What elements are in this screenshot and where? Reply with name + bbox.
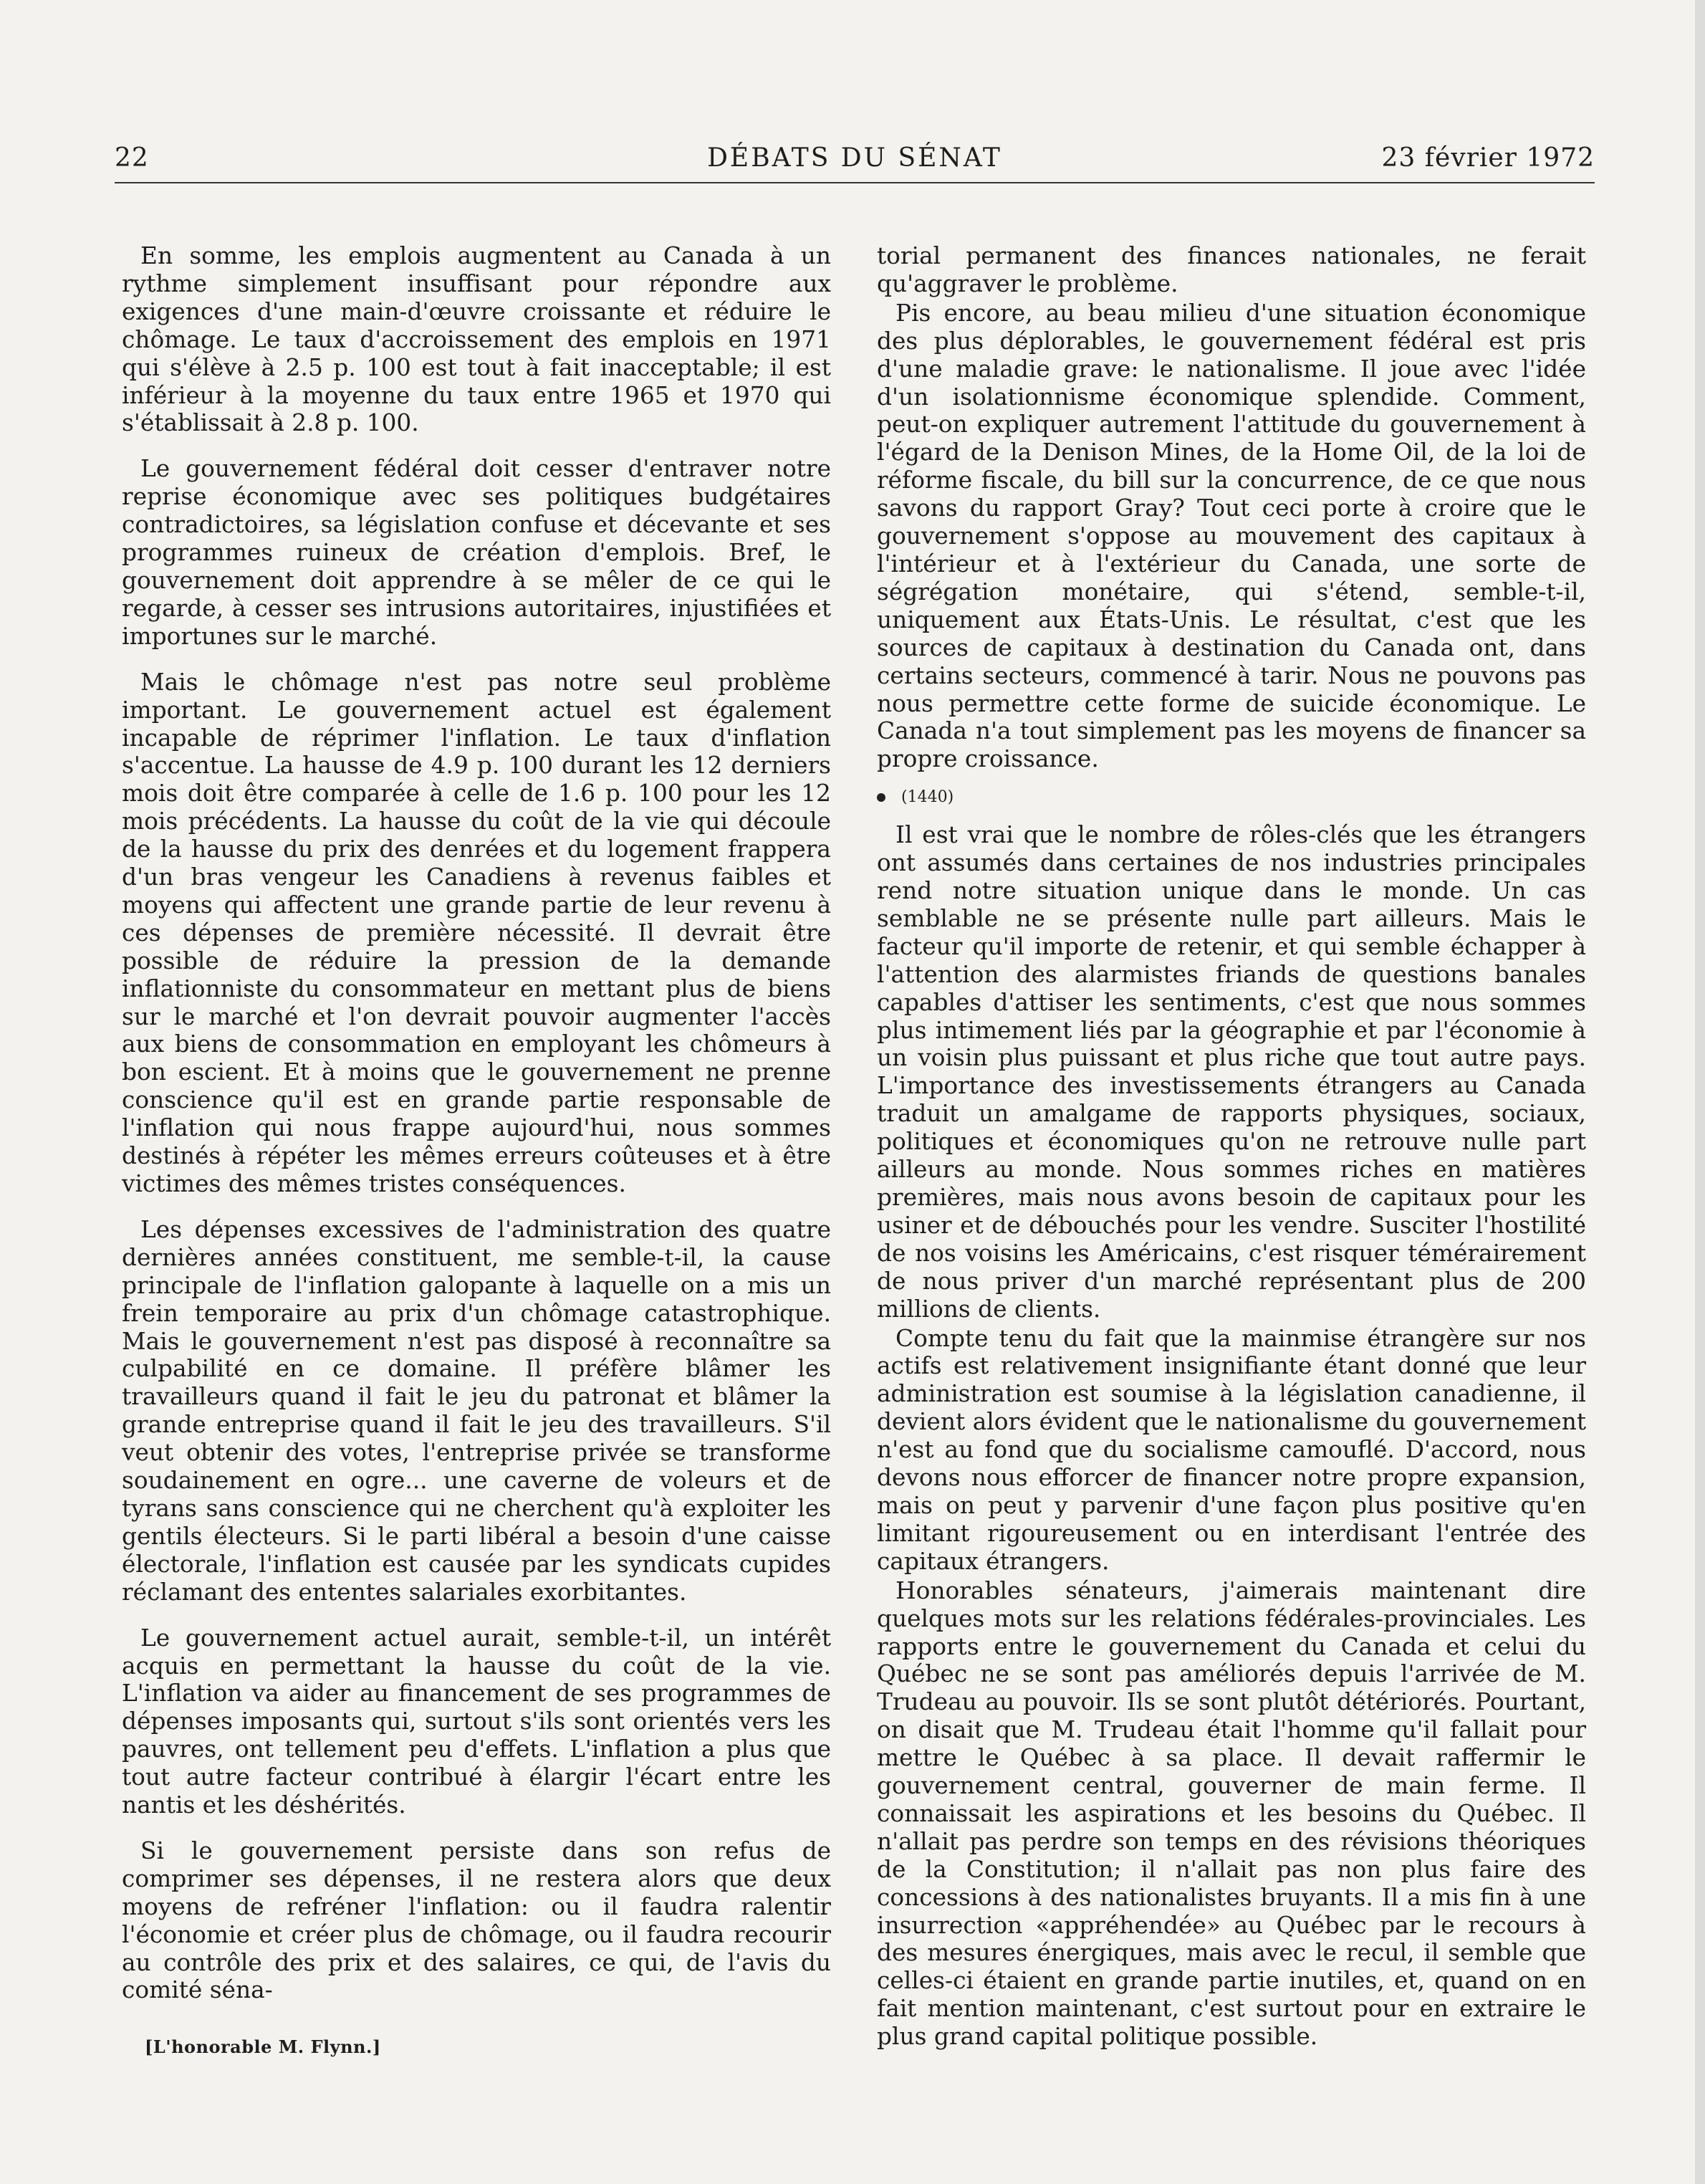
page-header xyxy=(115,140,1595,183)
time-marker-label: (1440) xyxy=(901,788,954,807)
scan-edge xyxy=(1695,0,1705,2184)
paragraph: Si le gouvernement persiste dans son refus de comprimer ses dépenses, il ne restera alors que deux moyens de refréner l'inflation: ou il faudra ralentir l'économie et créer plus de chômage, ou il faudra recourir au contrôle des prix et des salaires, ce qui, de l'avis du comité séna- xyxy=(122,1836,831,2004)
paragraph: Honorables sénateurs, j'aimerais maintenant dire quelques mots sur les relations fédérales-provinciales. Les rapports entre le gouvernement du Canada et celui du Québec ne se sont pas améliorés depuis l'arrivée de M. Trudeau au pouvoir. Ils se sont plutôt détériorés. Pourtant, on disait que M. Trudeau était l'homme qu'il fallait pour mettre le Québec à sa place. Il devait raffermir le gouvernement central, gouverner de main ferme. Il connaissait les aspirations et les besoins du Québec. Il n'allait pas perdre son temps en des révisions théoriques de la Constitution; il n'allait pas non plus faire des concessions à des nationalistes bruyants. Il a mis fin à une insurrection «appréhendée» au Québec par le recours à des mesures énergiques, mais avec le recul, il semble que celles-ci étaient en grande partie inutiles, et, quand on en fait mention maintenant, c'est surtout pour en extraire le plus grand capital politique possible. xyxy=(877,1576,1586,2051)
right-column xyxy=(877,242,1586,2052)
paragraph: Les dépenses excessives de l'administration des quatre dernières années constituent, me semble-t-il, la cause principale de l'inflation galopante à laquelle on a mis un frein temporaire au prix d'un chômage catastrophique. Mais le gouvernement n'est pas disposé à reconnaître sa culpabilité en ce domaine. Il préfère blâmer les travailleurs quand il fait le jeu du patronat et blâmer la grande entreprise quand il fait le jeu des travailleurs. S'il veut obtenir des votes, l'entreprise privée se transforme soudainement en ogre... une caverne de voleurs et de tyrans sans conscience qui ne cherchent qu'à exploiter les gentils électeurs. Si le parti libéral a besoin d'une caisse électorale, l'inflation est causée par les syndicats cupides réclamant des ententes salariales exorbitantes. xyxy=(122,1215,831,1606)
publication-date: 23 février 1972 xyxy=(1381,143,1595,173)
paragraph: Pis encore, au beau milieu d'une situation économique des plus déplorables, le gouvernement fédéral est pris d'une maladie grave: le nationalisme. Il joue avec l'idée d'un isolationnisme économique splendide. Comment, peut-on expliquer autrement l'attitude du gouvernement à l'égard de la Denison Mines, de la Home Oil, de la loi de réforme fiscale, du bill sur la concurrence, de ce que nous savons du rapport Gray? Tout ceci porte à croire que le gouvernement s'oppose au mouvement des capitaux à l'intérieur et à l'extérieur du Canada, une sorte de ségrégation monétaire, qui s'étend, semble-t-il, uniquement aux États-Unis. Le résultat, c'est que les sources de capitaux à destination du Canada ont, dans certains secteurs, commencé à tarir. Nous ne pouvons pas nous permettre cette forme de suicide économique. Le Canada n'a tout simplement pas les moyens de financer sa propre croissance. xyxy=(877,299,1586,773)
page-number: 22 xyxy=(115,143,149,173)
speaker-attribution: [L'honorable M. Flynn.] xyxy=(145,2036,381,2057)
paragraph: En somme, les emplois augmentent au Canada à un rythme simplement insuffisant pour répondre aux exigences d'une main-d'œuvre croissante et réduire le chômage. Le taux d'accroissement des emplois en 1971 qui s'élève à 2.5 p. 100 est tout à fait inacceptable; il est inférieur à la moyenne du taux entre 1965 et 1970 qui s'établissait à 2.8 p. 100. xyxy=(122,242,831,437)
paragraph: Le gouvernement actuel aurait, semble-t-il, un intérêt acquis en permettant la hausse du coût de la vie. L'inflation va aider au financement de ses programmes de dépenses imposants qui, surtout s'ils sont orientés vers les pauvres, ont tellement peu d'effets. L'inflation a plus que tout autre facteur contribué à élargir l'écart entre les nantis et les déshérités. xyxy=(122,1624,831,1819)
publication-title: DÉBATS DU SÉNAT xyxy=(707,143,1002,173)
paragraph: Compte tenu du fait que la mainmise étrangère sur nos actifs est relativement insignifiante étant donné que leur administration est soumise à la législation canadienne, il devient alors évident que le nationalisme du gouvernement n'est au fond que du socialisme camouflé. D'accord, nous devons nous efforcer de financer notre propre expansion, mais on peut y parvenir d'une façon plus positive qu'en limitant rigoureusement ou en interdisant l'entrée des capitaux étrangers. xyxy=(877,1324,1586,1575)
paragraph: Il est vrai que le nombre de rôles-clés que les étrangers ont assumés dans certaines de nos industries principales rend notre situation unique dans le monde. Un cas semblable ne se présente nulle part ailleurs. Mais le facteur qu'il importe de retenir, et qui semble échapper à l'attention des alarmistes friands de questions banales capables d'attiser les sentiments, c'est que nous sommes plus intimement liés par la géographie et par l'économie à un voisin plus puissant et plus riche que tout autre pays. L'importance des investissements étrangers au Canada traduit un amalgame de rapports physiques, sociaux, politiques et économiques qu'on ne retrouve nulle part ailleurs au monde. Nous sommes riches en matières premières, mais nous avons besoin de capitaux pour les usiner et de débouchés pour les vendre. Susciter l'hostilité de nos voisins les Américains, c'est risquer témérairement de nous priver d'un marché représentant plus de 200 millions de clients. xyxy=(877,821,1586,1323)
paragraph: Mais le chômage n'est pas notre seul problème important. Le gouvernement actuel est également incapable de réprimer l'inflation. Le taux d'inflation s'accentue. La hausse de 4.9 p. 100 durant les 12 derniers mois doit être comparée à celle de 1.6 p. 100 pour les 12 mois précédents. La hausse du coût de la vie qui découle de la hausse du prix des denrées et du logement frappera d'un bras vengeur les Canadiens à revenus faibles et moyens qui affectent une grande partie de leur revenu à ces dépenses de première nécessité. Il devrait être possible de réduire la pression de la demande inflationniste du consommateur en mettant plus de biens sur le marché et l'on devrait pouvoir augmenter l'accès aux biens de consommation en employant les chômeurs à bon escient. Et à moins que le gouvernement ne prenne conscience qu'il est en grande partie responsable de l'inflation qui nous frappe aujourd'hui, nous sommes destinés à répéter les mêmes erreurs coûteuses et à être victimes des mêmes tristes conséquences. xyxy=(122,668,831,1197)
paragraph: Le gouvernement fédéral doit cesser d'entraver notre reprise économique avec ses politiques budgétaires contradictoires, sa législation confuse et décevante et ses programmes ruineux de création d'emplois. Bref, le gouvernement doit apprendre à se mêler de ce qui le regarde, à cesser ses intrusions autoritaires, injustifiées et importunes sur le marché. xyxy=(122,455,831,650)
left-column xyxy=(122,242,831,2022)
bullet-icon xyxy=(877,793,885,802)
continued-paragraph: torial permanent des finances nationales, ne ferait qu'aggraver le problème. xyxy=(877,242,1586,297)
time-marker xyxy=(877,787,1586,808)
